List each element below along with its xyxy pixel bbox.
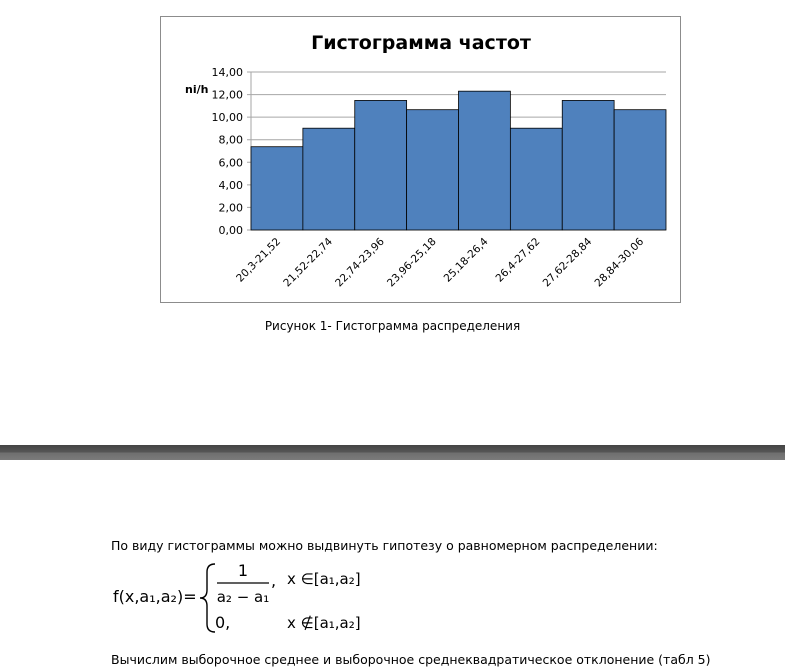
formula-brace [200, 564, 215, 632]
y-tick-label: 14,00 [211, 66, 243, 79]
histogram-bar [251, 147, 303, 230]
x-tick-label: 28,84-30,06 [592, 235, 647, 290]
formula-lhs: f(x,a₁,a₂)= [113, 587, 197, 606]
y-tick-label: 10,00 [211, 111, 243, 125]
histogram-bar [355, 100, 407, 230]
formula-comma: , [271, 571, 277, 590]
x-tick-label: 25,18-26,4 [441, 235, 491, 285]
histogram-svg [161, 17, 680, 302]
y-tick-label: 12,00 [211, 88, 243, 102]
formula-numerator: 1 [237, 561, 249, 580]
formula-condition-2: x ∉[a₁,a₂] [287, 614, 361, 632]
x-tick-label: 22,74-23,96 [333, 235, 387, 290]
histogram-bar [459, 91, 511, 230]
chart-title: Гистограмма частот [311, 32, 531, 54]
x-tick-labels [234, 235, 646, 289]
x-tick-label: 23,96-25,18 [384, 235, 439, 290]
histogram-bar [614, 110, 666, 230]
y-tick-label: 0,00 [218, 224, 243, 237]
uniform-density-formula [111, 556, 431, 640]
histogram-bar [303, 128, 355, 230]
y-tick-label: 6,00 [218, 156, 243, 170]
y-axis-label: ni/h [185, 83, 209, 96]
y-tick-label: 2,00 [218, 201, 243, 215]
x-tick-label: 27,62-28,84 [540, 235, 595, 290]
formula-zero: 0, [215, 613, 231, 632]
figure-caption: Рисунок 1- Гистограмма распределения [264, 319, 521, 333]
x-tick-label: 21,52-22,74 [281, 235, 335, 290]
histogram-bar [510, 128, 562, 230]
bars [251, 91, 666, 230]
formula-condition-1: x ∈[a₁,a₂] [287, 570, 361, 588]
x-tick-label: 26,4-27,62 [493, 235, 543, 285]
histogram-chart [160, 16, 681, 303]
y-tick-label: 8,00 [218, 133, 243, 147]
histogram-bar [407, 110, 459, 230]
x-tick-label: 20,3-21,52 [234, 235, 284, 285]
histogram-bar [562, 100, 614, 230]
y-tick-labels [212, 66, 244, 237]
y-tick-label: 4,00 [218, 178, 243, 192]
page-separator [0, 445, 785, 460]
hypothesis-paragraph: По виду гистограммы можно выдвинуть гипотезу о равномерном распределении: [111, 538, 658, 553]
formula-denominator: a₂ − a₁ [216, 588, 270, 606]
next-step-paragraph: Вычислим выборочное среднее и выборочное среднеквадратическое отклонение (табл 5) [111, 652, 711, 667]
